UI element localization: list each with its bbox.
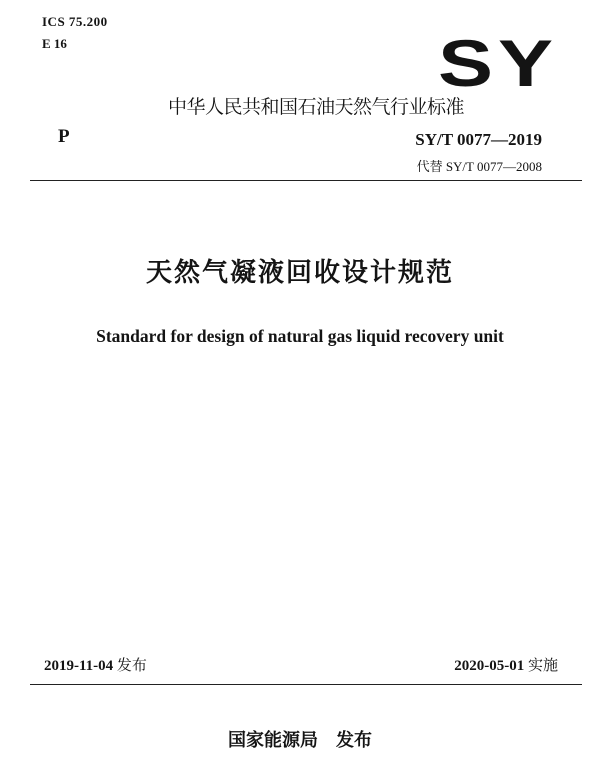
header-divider <box>30 180 582 181</box>
publisher-line <box>0 726 600 752</box>
industry-standard-title: 中华人民共和国石油天然气行业标准 <box>168 96 465 118</box>
sy-logo: SY <box>438 26 559 100</box>
footer-divider <box>30 684 582 685</box>
document-title-english: Standard for design of natural gas liquid recovery unit <box>96 326 504 346</box>
publish-label: 发布 <box>336 730 372 751</box>
standard-number: SY/T 0077—2019 <box>415 130 542 149</box>
publisher-name: 国家能源局 <box>228 730 318 751</box>
document-title-chinese: 天然气凝液回收设计规范 <box>145 258 454 288</box>
issued-date-line <box>44 654 147 675</box>
implemented-date-line <box>454 654 558 675</box>
classification-code: E 16 <box>42 36 67 51</box>
replaces-standard: 代替 SY/T 0077—2008 <box>416 159 542 174</box>
issued-date: 2019-11-04 <box>44 658 114 674</box>
implemented-date: 2020-05-01 <box>454 658 525 674</box>
project-classification: P <box>58 126 70 147</box>
implemented-label: 实施 <box>527 656 558 674</box>
ics-code: ICS 75.200 <box>42 14 108 29</box>
issued-label: 发布 <box>116 656 147 674</box>
